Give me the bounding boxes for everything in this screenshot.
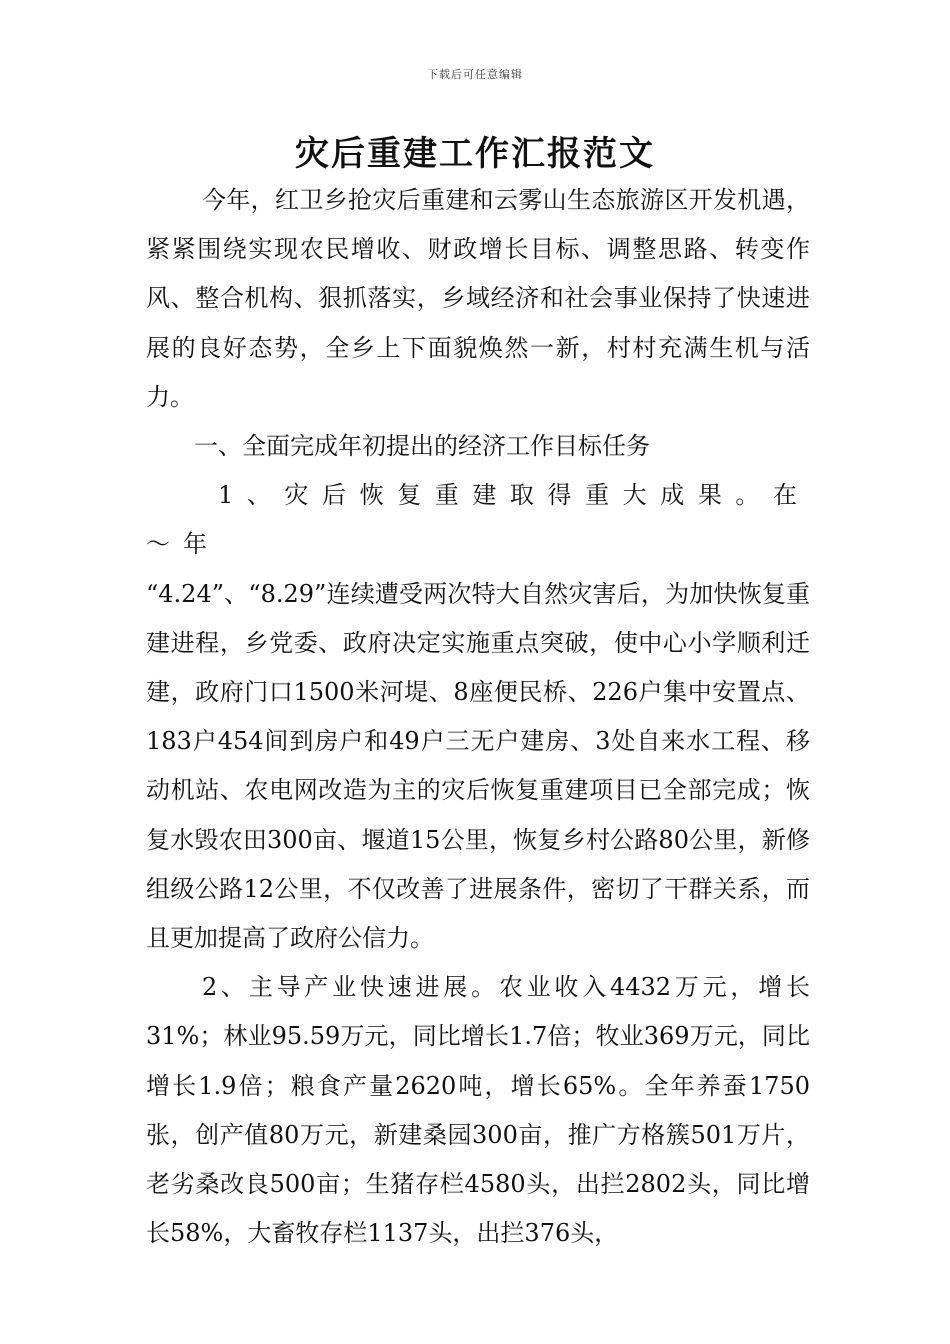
- section-heading: 一、全面完成年初提出的经济工作目标任务: [194, 432, 650, 461]
- document-title: 灾后重建工作汇报范文: [295, 134, 655, 174]
- paragraph-intro: 今年，红卫乡抢灾后重建和云雾山生态旅游区开发机遇，紧紧围绕实现农民增收、财政增长目标、调整思路、转变作风、整合机构、狠抓落实，乡域经济和社会事业保持了快速进展的良好态势，全乡上下面貌焕然一新，村村充满生机与活力。: [146, 186, 810, 411]
- paragraph-item-1-body: “4.24”、“8.29”连续遭受两次特大自然灾害后，为加快恢复重建进程，乡党委、政府决定实施重点突破，使中心小学顺利迁建，政府门口1500米河堤、8座便民桥、226户集中安置点、183户454间到房户和49户三无户建房、3处自来水工程、移动机站、农电网改造为主的灾后恢复重建项目已全部完成；恢复水毁农田300亩、堰道15公里，恢复乡村公路80公里，新修组级公路12公里，不仅改善了进展条件，密切了干群关系，而且更加提高了政府公信力。: [146, 579, 810, 953]
- header-note: 下载后可任意编辑: [427, 68, 523, 81]
- paragraph-item-2: 2、主导产业快速进展。农业收入4432万元，增长31%；林业95.59万元，同比增长1.7倍；牧业369万元，同比增长1.9倍；粮食产量2620吨，增长65%。全年养蚕1750张，创产值80万元，新建桑园300亩，推广方格簇501万片，老劣桑改良500亩；生猪存栏4580头，出拦2802头，同比增长58%，大畜牧存栏1137头，出拦376头，: [146, 973, 810, 1248]
- paragraph-item-1-lead: 1、灾后恢复重建取得重大成果。在～年: [146, 481, 810, 559]
- document-body: [146, 176, 810, 1258]
